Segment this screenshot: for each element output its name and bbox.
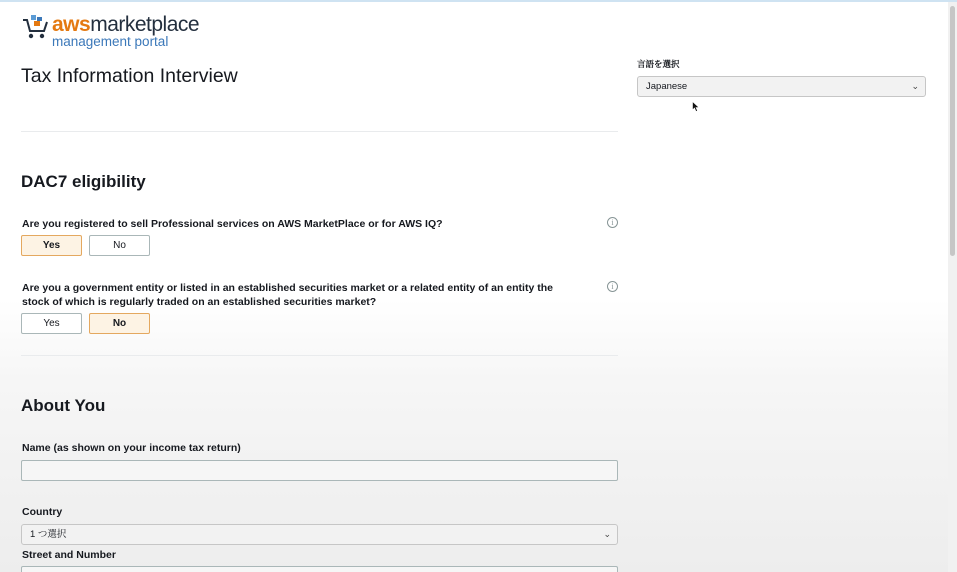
street-input[interactable] xyxy=(21,566,618,572)
language-label: 言語を選択 xyxy=(637,59,680,69)
mouse-pointer-icon xyxy=(692,101,700,112)
info-icon[interactable]: i xyxy=(607,217,618,228)
q1-professional-services-label: Are you registered to sell Professional services on AWS MarketPlace or for AWS IQ? xyxy=(22,218,443,230)
top-accent-line xyxy=(0,0,957,2)
logo-aws: aws xyxy=(52,13,91,36)
street-field-label: Street and Number xyxy=(22,549,116,561)
scrollbar-thumb[interactable] xyxy=(950,6,955,256)
q2-no-button[interactable]: No xyxy=(89,313,150,334)
q2-government-entity-label: Are you a government entity or listed in an established securities market or a related entity of an entity the stock of which is regularly traded on an established securities market? xyxy=(22,282,553,308)
name-field-label: Name (as shown on your income tax return) xyxy=(22,442,241,454)
logo-wordmark xyxy=(52,14,199,36)
q1-yes-button[interactable]: Yes xyxy=(21,235,82,256)
chevron-down-icon: ⌄ xyxy=(911,81,919,91)
logo-marketplace: marketplace xyxy=(90,13,200,36)
aws-marketplace-logo[interactable] xyxy=(22,12,202,52)
country-field-label: Country xyxy=(22,506,63,518)
about-you-heading: About You xyxy=(21,396,106,415)
section-divider xyxy=(21,131,618,132)
language-selected-value: Japanese xyxy=(646,81,688,92)
country-select[interactable] xyxy=(21,524,618,545)
language-select[interactable] xyxy=(637,76,926,97)
page-scrollbar[interactable] xyxy=(948,2,957,572)
chevron-down-icon: ⌄ xyxy=(603,529,611,539)
dac7-heading: DAC7 eligibility xyxy=(21,172,146,191)
q2-yes-button[interactable]: Yes xyxy=(21,313,82,334)
page-title: Tax Information Interview xyxy=(21,65,238,87)
q1-no-button[interactable]: No xyxy=(89,235,150,256)
name-input[interactable] xyxy=(21,460,618,481)
logo-subtitle: management portal xyxy=(52,34,169,49)
country-selected-value: 1 つ選択 xyxy=(30,529,67,540)
shopping-cart-icon xyxy=(22,14,50,40)
info-icon[interactable]: i xyxy=(607,281,618,292)
section-divider xyxy=(21,355,618,356)
